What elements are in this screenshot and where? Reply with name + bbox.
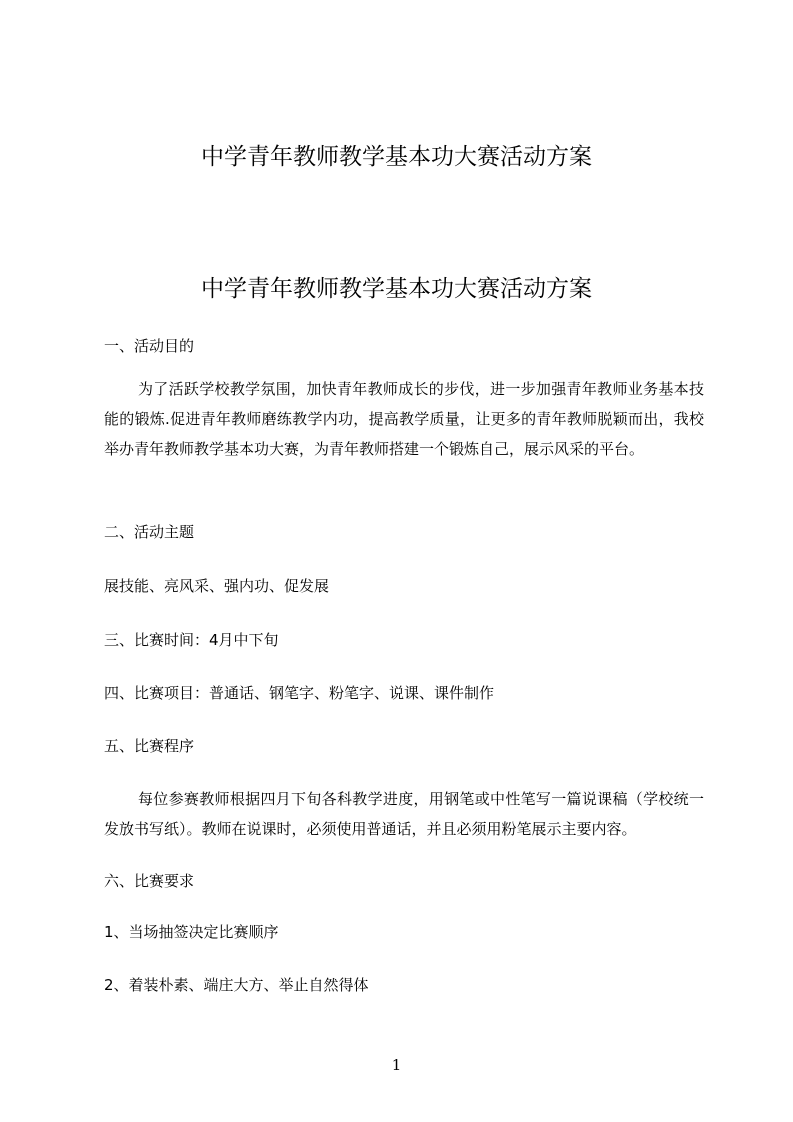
section-heading-items: 四、比赛项目：普通话、钢笔字、粉笔字、说课、课件制作 — [104, 684, 495, 702]
section-heading-theme: 二、活动主题 — [104, 523, 195, 541]
header-title: 中学青年教师教学基本功大赛活动方案 — [201, 144, 592, 170]
main-title: 中学青年教师教学基本功大赛活动方案 — [201, 276, 592, 302]
section-heading-requirements: 六、比赛要求 — [104, 872, 195, 890]
section-heading-purpose: 一、活动目的 — [104, 337, 195, 355]
section-heading-time: 三、比赛时间：4月中下旬 — [104, 631, 279, 649]
paragraph-purpose: 为了活跃学校教学氛围，加快青年教师成长的步伐，进一步加强青年教师业务基本技能的锻炼.促进青年教师磨练教学内功，提高教学质量，让更多的青年教师脱颖而出，我校举办青年教师教学基本功大赛，为青年教师搭建一个锻炼自己，展示风采的平台。 — [104, 380, 704, 458]
requirement-item: 1、当场抽签决定比赛顺序 — [104, 923, 279, 941]
paragraph-procedure: 每位参赛教师根据四月下旬各科教学进度，用钢笔或中性笔写一篇说课稿（学校统一发放书写纸）。教师在说课时，必须使用普通话，并且必须用粉笔展示主要内容。 — [104, 790, 704, 838]
requirement-item: 2、着装朴素、端庄大方、举止自然得体 — [104, 976, 369, 994]
theme-text: 展技能、亮风采、强内功、促发展 — [104, 577, 330, 595]
page-number: 1 — [391, 1056, 402, 1074]
section-heading-procedure: 五、比赛程序 — [104, 737, 195, 755]
